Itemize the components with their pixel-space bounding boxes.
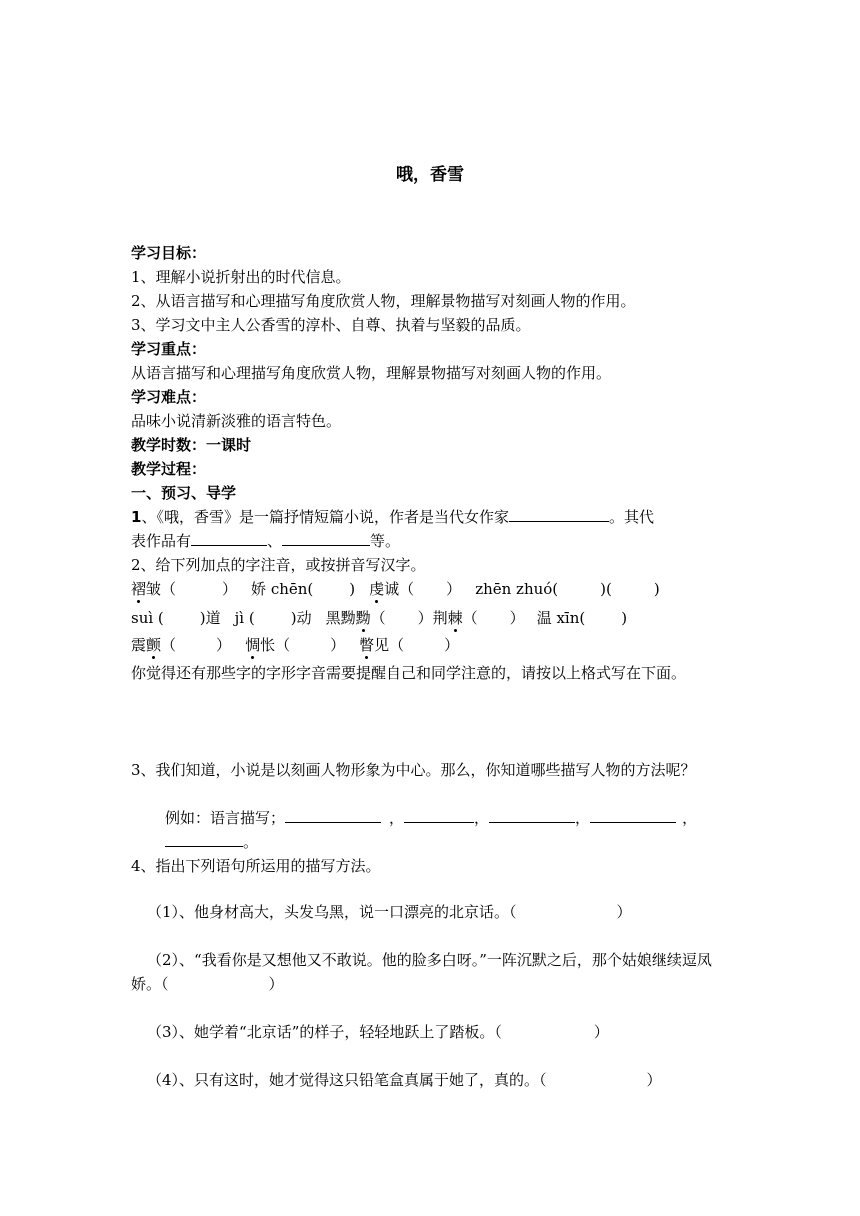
paren-open: （ [462,609,478,627]
item-2 [131,948,731,996]
paren-close: ) [621,609,628,627]
objectives-heading: 学习目标： [131,244,207,262]
paren-close: ） [330,636,346,654]
question-2: 2、给下列加点的字注音，或按拼音写汉字。 [131,556,426,574]
char-dao: )道 [199,609,221,627]
teaching-hours: 教学时数：一课时 [131,436,252,454]
question-4: 4、指出下列语句所运用的描写方法。 [131,857,381,875]
paren-close: ) [653,580,660,598]
period: 。 [243,833,259,851]
question-1-cont: 。其代 [608,508,654,526]
paren-close: ） [444,636,460,654]
char-cheng: 诚（ [384,580,415,598]
question-1-works-label: 表作品有 [131,532,192,550]
example-label: 例如：语言描写； [165,809,286,827]
paren-close: ) [349,580,356,598]
char-you: 黝 [355,609,371,627]
char-pie: 瞥 [359,636,375,654]
question-1-line-1 [131,505,731,529]
item-1 [147,900,731,924]
paren-open: （ [370,609,386,627]
char-zhe: 褶 [131,580,147,598]
pinyin-row-3 [131,633,731,657]
question-3: 3、我们知道，小说是以刻画人物形象为中心。那么，你知道哪些描写人物的方法呢？ [131,761,696,779]
comma: ， [474,809,490,827]
paren-close: ） [616,903,632,921]
comma: ， [682,809,698,827]
objective-2: 2、从语言描写和心理描写角度欣赏人物，理解景物描写对刻画人物的作用。 [131,292,636,310]
question-1-end: 等。 [370,532,401,550]
objective-1: 1、理解小说折射出的时代信息。 [131,268,351,286]
char-chan: 颤 [146,636,162,654]
focus-heading: 学习重点： [131,340,207,358]
difficulty-heading: 学习难点： [131,388,207,406]
comma: ， [575,809,591,827]
works-blank-1[interactable] [191,531,267,546]
method-blank-5[interactable] [165,832,243,847]
pinyin-row-1 [131,577,731,601]
paren-close: ） [446,580,462,598]
works-blank-2[interactable] [282,531,370,546]
char-ji: 棘 [447,609,463,627]
paren-pair: )( [600,580,612,598]
question-2-note: 你觉得还有那些字的字形字音需要提醒自己和同学注意的，请按以上格式写在下面。 [131,664,687,682]
item-1-text: （1）、他身材高大，头发乌黑，说一口漂亮的北京话。（ [147,903,517,921]
char-chou: 惆 [245,636,261,654]
difficulty-text: 品味小说清新淡雅的语言特色。 [131,412,342,430]
pinyin-jiaochen: 娇 chēn( [251,580,314,598]
question-3-example-cont [165,830,765,854]
item-2-text: （2）、“我看你是又想他又不敢说。他的脸多白呀。”一阵沉默之后，那个姑娘继续逗凤娇。（ [131,951,712,993]
paren-close: ） [268,975,284,993]
method-blank-1[interactable] [285,808,381,823]
question-1-separator: 、 [267,532,283,550]
item-4-text: （4）、只有这时，她才觉得这只铅笔盒真属于她了，真的。（ [147,1071,547,1089]
section-heading: 一、预习、导学 [131,484,237,502]
char-zhou: 皱（ [146,580,177,598]
pinyin-wenxin: 温 xīn( [536,609,586,627]
document-title: 哦，香雪 [396,165,464,185]
char-zhen: 震 [131,636,147,654]
paren-close: ） [646,1071,662,1089]
question-1-number: 1 [131,508,142,526]
pinyin-row-2 [131,606,731,630]
paren-close: ） [222,580,238,598]
author-blank[interactable] [509,507,609,522]
item-3-text: （3）、她学着“北京话”的样子，轻轻地跃上了踏板。（ [147,1023,502,1041]
question-1-line-2 [131,529,731,553]
paren-close: ） [509,609,525,627]
item-4 [147,1068,731,1092]
char-jing: ）荆 [417,609,448,627]
char-qian: 虔 [369,580,385,598]
teaching-process: 教学过程： [131,460,207,478]
focus-text: 从语言描写和心理描写角度欣赏人物，理解景物描写对刻画人物的作用。 [131,364,612,382]
char-heiyou: 黑黝 [325,609,356,627]
char-jian: 见（ [374,636,405,654]
paren-open: （ [161,636,177,654]
method-blank-2[interactable] [404,808,474,823]
question-3-example [165,806,731,830]
pinyin-ji: jì ( [234,609,255,627]
char-chang: 怅（ [260,636,291,654]
method-blank-4[interactable] [590,808,676,823]
question-1-text: 、《哦，香雪》是一篇抒情短篇小说，作者是当代女作家 [141,508,509,526]
pinyin-sui: suì ( [131,609,164,627]
objective-3: 3、学习文中主人公香雪的淳朴、自尊、执着与坚毅的品质。 [131,316,531,334]
item-3 [147,1020,731,1044]
comma: ， [389,809,405,827]
char-dong: )动 [290,609,312,627]
paren-close: ） [593,1023,609,1041]
pinyin-zhenzhuo: zhēn zhuó( [475,580,559,598]
method-blank-3[interactable] [489,808,575,823]
paren-close: ） [216,636,232,654]
